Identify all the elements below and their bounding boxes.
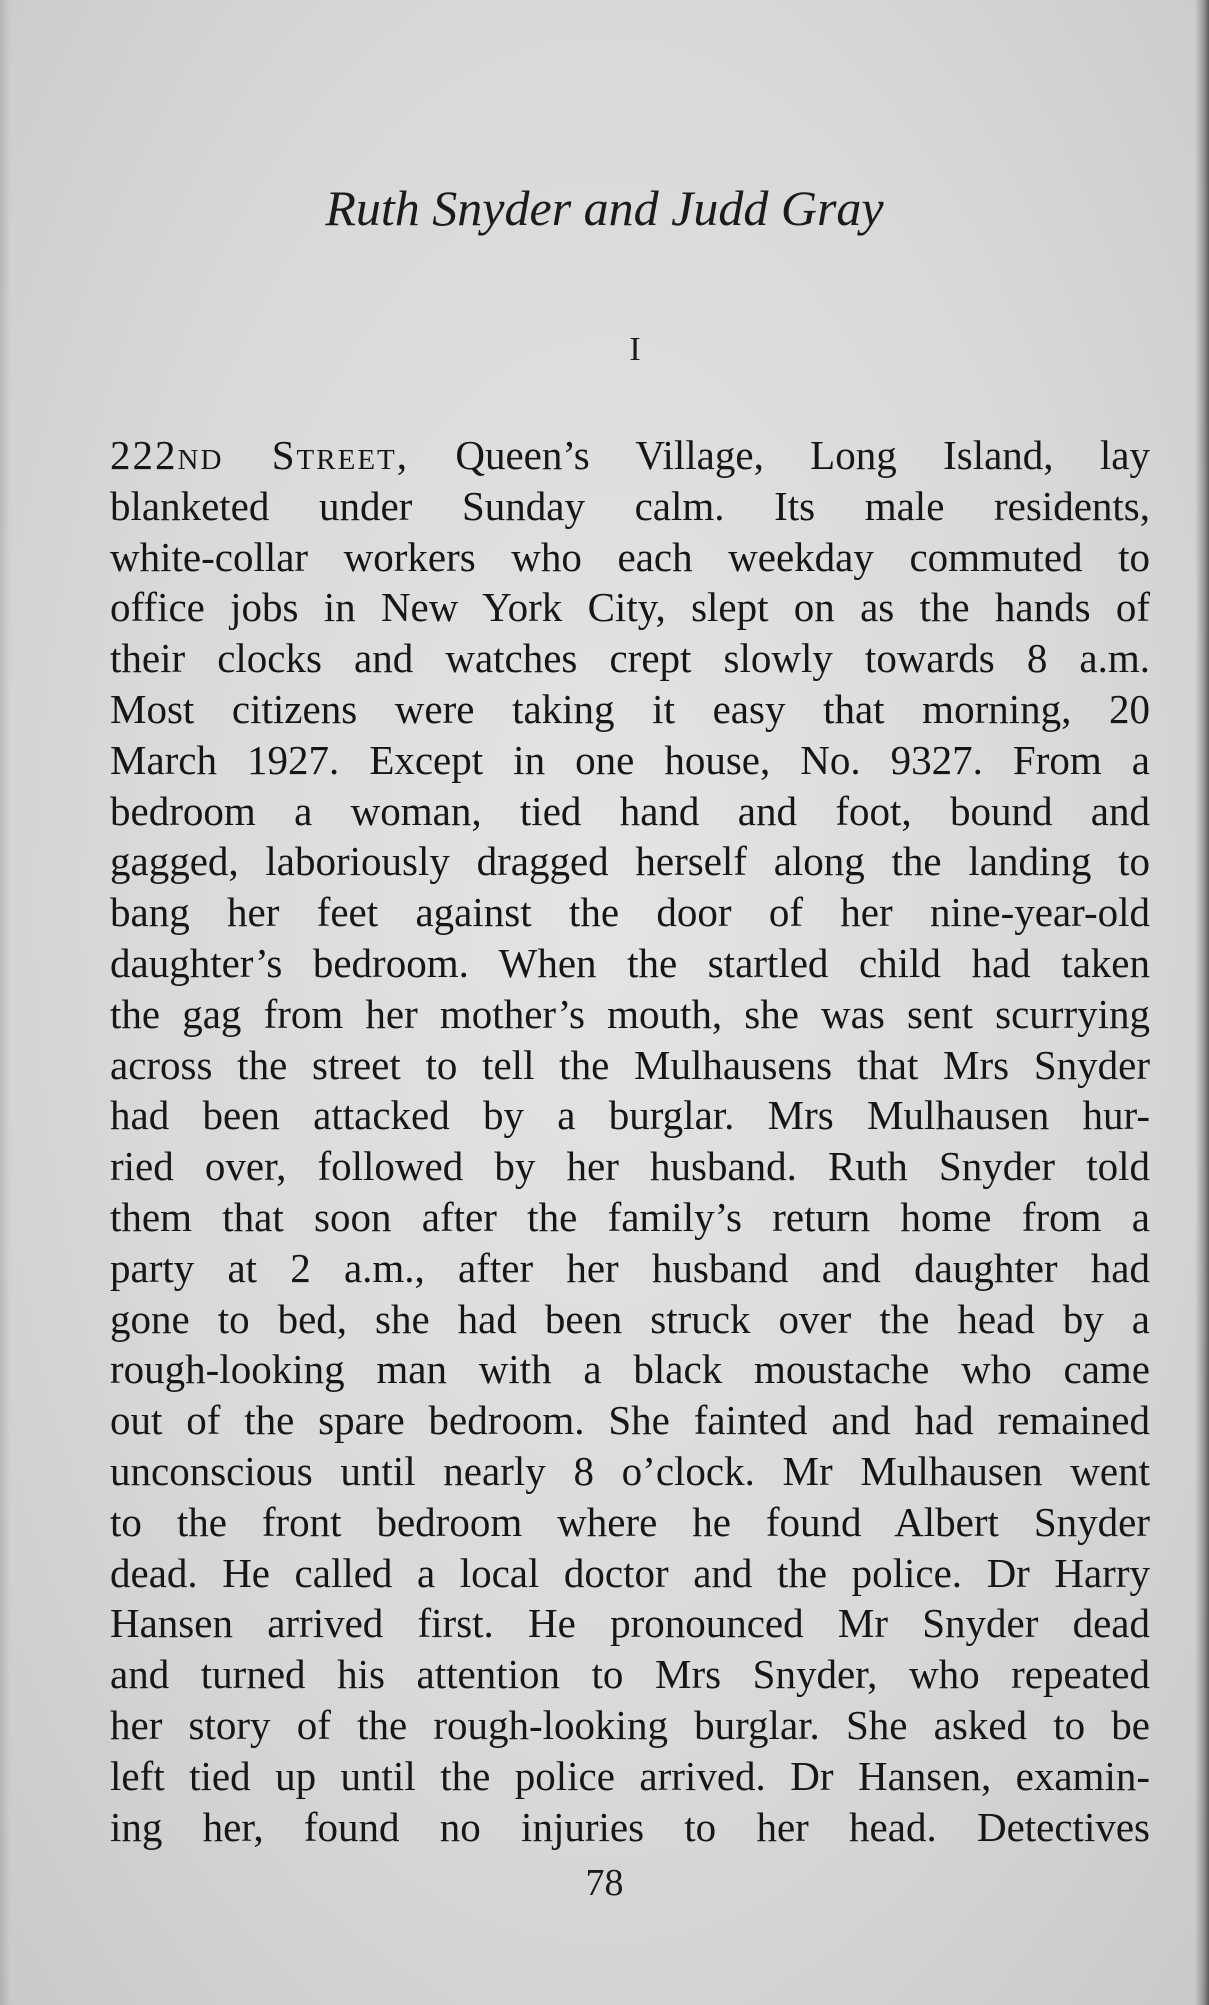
- opening-rest: Queen’s Village, Long Island, lay: [409, 432, 1150, 478]
- text-line: out of the spare bedroom. She fainted and had remained: [110, 1397, 1150, 1444]
- text-line: daughter’s bedroom. When the startled child had taken: [110, 939, 1150, 986]
- text-line: bang her feet against the door of her nine-year-old: [110, 889, 1150, 936]
- text-line: the gag from her mother’s mouth, she was sent scurrying: [110, 990, 1150, 1037]
- text-line: ried over, followed by her husband. Ruth Snyder told: [110, 1143, 1150, 1190]
- text-line: Hansen arrived first. He pronounced Mr Snyder dead: [110, 1600, 1150, 1647]
- page-left-shadow: [0, 0, 10, 2005]
- text-line: party at 2 a.m., after her husband and daughter had: [110, 1244, 1150, 1291]
- text-line: [110, 430, 1150, 481]
- text-line: had been attacked by a burglar. Mrs Mulhausen hur-: [110, 1092, 1150, 1139]
- text-line: and turned his attention to Mrs Snyder, who repeated: [110, 1651, 1150, 1698]
- body-text: [110, 430, 1150, 1852]
- page-right-edge: [1195, 0, 1209, 2005]
- text-line: ing her, found no injuries to her head. Detectives: [110, 1803, 1150, 1850]
- text-line: dead. He called a local doctor and the police. Dr Harry: [110, 1549, 1150, 1596]
- text-line: blanketed under Sunday calm. Its male residents,: [110, 482, 1150, 529]
- text-line: March 1927. Except in one house, No. 9327. From a: [110, 736, 1150, 783]
- text-line: white-collar workers who each weekday commuted to: [110, 533, 1150, 580]
- page-number: 78: [585, 1862, 624, 1904]
- text-line: to the front bedroom where he found Albert Snyder: [110, 1498, 1150, 1545]
- text-line: rough-looking man with a black moustache who came: [110, 1346, 1150, 1393]
- text-line: across the street to tell the Mulhausens that Mrs Snyder: [110, 1041, 1150, 1088]
- section-number: I: [629, 331, 641, 368]
- text-line: her story of the rough-looking burglar. She asked to be: [110, 1701, 1150, 1748]
- text-line: them that soon after the family’s return home from a: [110, 1193, 1150, 1240]
- text-line: Most citizens were taking it easy that morning, 20: [110, 685, 1150, 732]
- opening-small-caps: 222nd Street,: [110, 432, 410, 478]
- text-line: bedroom a woman, tied hand and foot, bound and: [110, 787, 1150, 834]
- text-line: office jobs in New York City, slept on as the hands of: [110, 584, 1150, 631]
- text-line: gagged, laboriously dragged herself along the landing to: [110, 838, 1150, 885]
- text-line: unconscious until nearly 8 o’clock. Mr Mulhausen went: [110, 1447, 1150, 1494]
- chapter-title: Ruth Snyder and Judd Gray: [325, 180, 884, 236]
- text-line: gone to bed, she had been struck over the head by a: [110, 1295, 1150, 1342]
- text-line: their clocks and watches crept slowly towards 8 a.m.: [110, 635, 1150, 682]
- text-line: left tied up until the police arrived. Dr Hansen, examin-: [110, 1752, 1150, 1799]
